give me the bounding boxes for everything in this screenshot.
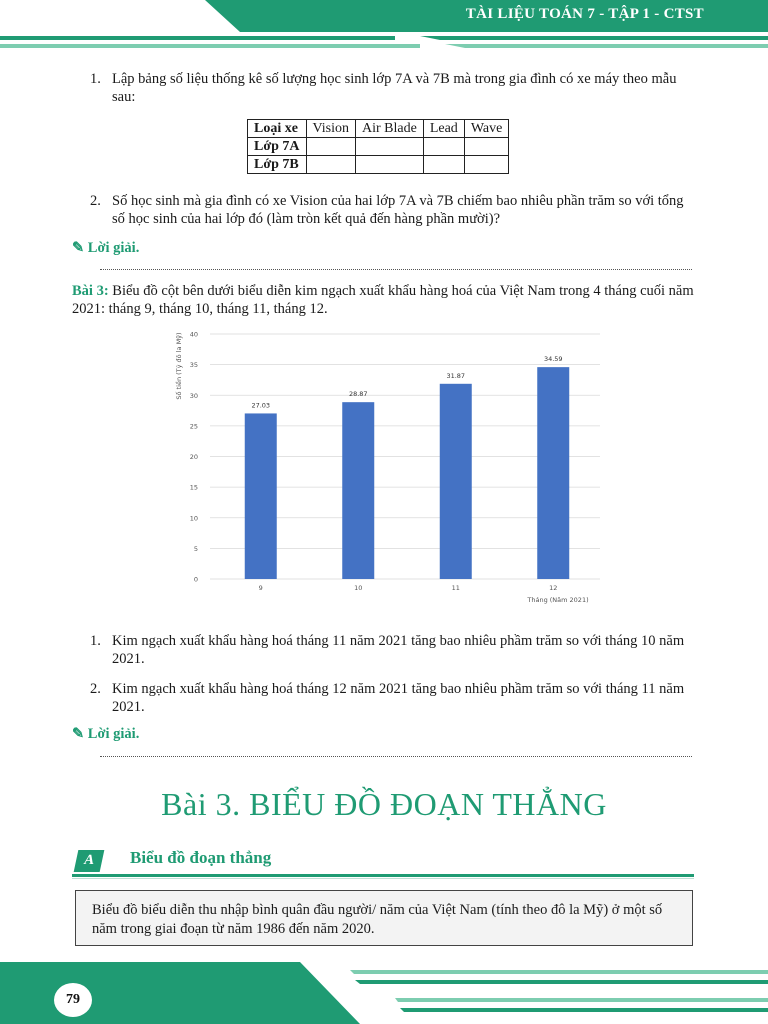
- subsection-badge: A: [74, 850, 105, 872]
- edit-icon: ✎: [72, 240, 85, 256]
- y-tick-label: 35: [189, 361, 198, 370]
- y-tick-label: 15: [189, 483, 198, 492]
- definition-text: Biểu đồ biểu diễn thu nhập bình quân đầu người/ năm của Việt Nam (tính theo đô la Mỹ) ở một số năm trong giai đoạn từ năm 1986 đến năm 2020.: [92, 902, 663, 937]
- bar: [537, 367, 569, 579]
- table-header-cell: Vision: [306, 120, 356, 138]
- data-label: 28.87: [348, 390, 368, 399]
- item-text: Số học sinh mà gia đình có xe Vision của hai lớp 7A và 7B chiếm bao nhiêu phần trăm so với tổng số học sinh của hai lớp đó (làm tròn kết quả đến hàng phần mười)?: [112, 193, 684, 227]
- data-label: 31.87: [446, 371, 466, 380]
- list-item: [90, 70, 696, 106]
- exercise-text: Biểu đồ cột bên dưới biểu diễn kim ngạch xuất khẩu hàng hoá của Việt Nam trong 4 tháng cuối năm 2021: tháng 9, tháng 10, tháng 11, tháng 12.: [72, 283, 694, 317]
- x-tick-label: 9: [258, 584, 263, 592]
- table-cell: [306, 138, 356, 156]
- subsection-title: Biểu đồ đoạn thẳng: [130, 848, 272, 867]
- table-cell: [423, 156, 464, 174]
- table-header-row: [248, 120, 509, 138]
- solution-heading: [72, 240, 139, 257]
- exercise-label: Bài 3:: [72, 283, 109, 299]
- bar: [440, 384, 472, 579]
- y-tick-label: 5: [193, 544, 198, 553]
- solution-label: Lời giải.: [87, 240, 140, 256]
- table-cell: [464, 138, 509, 156]
- data-label: 34.59: [543, 355, 563, 364]
- x-tick-label: 11: [451, 584, 460, 592]
- table-cell: [423, 138, 464, 156]
- solution-label: Lời giải.: [87, 726, 140, 742]
- subsection-rule: [72, 874, 694, 877]
- x-tick-label: 12: [549, 584, 558, 592]
- y-tick-label: 0: [193, 575, 198, 584]
- x-tick-label: 10: [354, 584, 363, 592]
- y-tick-label: 40: [189, 330, 198, 339]
- exercise-3: [72, 282, 698, 318]
- edit-icon: ✎: [72, 726, 85, 742]
- bar-chart: [170, 326, 610, 610]
- page-number: 79: [54, 983, 92, 1017]
- bar: [245, 413, 277, 579]
- table-cell: [356, 138, 424, 156]
- y-axis-label: Số tiền (Tỷ đô la Mỹ): [175, 332, 183, 400]
- footer-decoration: [0, 958, 768, 1024]
- table-header-cell: Lead: [423, 120, 464, 138]
- item-number: 1.: [90, 633, 101, 649]
- header-title: TÀI LIỆU TOÁN 7 - TẬP 1 - CTST: [465, 6, 704, 22]
- bar: [342, 402, 374, 579]
- definition-box: [75, 890, 693, 946]
- y-tick-label: 20: [189, 453, 198, 461]
- item-text: Lập bảng số liệu thống kê số lượng học sinh lớp 7A và 7B mà trong gia đình có xe máy theo mẫu sau:: [112, 71, 677, 105]
- list-item: [90, 632, 696, 668]
- y-tick-label: 10: [189, 514, 198, 523]
- table-header-cell: Air Blade: [356, 120, 424, 138]
- table-row-label: Lớp 7A: [248, 138, 307, 156]
- item-number: 2.: [90, 193, 101, 209]
- item-number: 2.: [90, 681, 101, 697]
- x-axis-label: Tháng (Năm 2021): [527, 596, 589, 604]
- data-table: [247, 119, 509, 174]
- table-row: [248, 138, 509, 156]
- subsection-rule-light: [72, 878, 694, 879]
- table-cell: [464, 156, 509, 174]
- table-header-cell: Wave: [464, 120, 509, 138]
- y-tick-label: 25: [189, 422, 198, 431]
- item-number: 1.: [90, 71, 101, 87]
- item-text: Kim ngạch xuất khẩu hàng hoá tháng 12 năm 2021 tăng bao nhiêu phầm trăm so với tháng 11 năm 2021.: [112, 681, 685, 715]
- table-row: [248, 156, 509, 174]
- table-row-label: Lớp 7B: [248, 156, 307, 174]
- y-tick-label: 30: [189, 391, 198, 400]
- dotted-answer-line: [100, 269, 692, 270]
- solution-heading: [72, 726, 139, 743]
- list-item: [90, 192, 696, 228]
- item-text: Kim ngạch xuất khẩu hàng hoá tháng 11 năm 2021 tăng bao nhiêu phầm trăm so với tháng 10 năm 2021.: [112, 633, 685, 667]
- table-cell: [306, 156, 356, 174]
- dotted-answer-line: [100, 756, 692, 757]
- data-label: 27.03: [251, 401, 271, 410]
- table-cell: [356, 156, 424, 174]
- list-item: [90, 680, 696, 716]
- table-header-cell: Loại xe: [248, 120, 307, 138]
- section-title: Bài 3. BIỂU ĐỒ ĐOẠN THẲNG: [161, 786, 607, 822]
